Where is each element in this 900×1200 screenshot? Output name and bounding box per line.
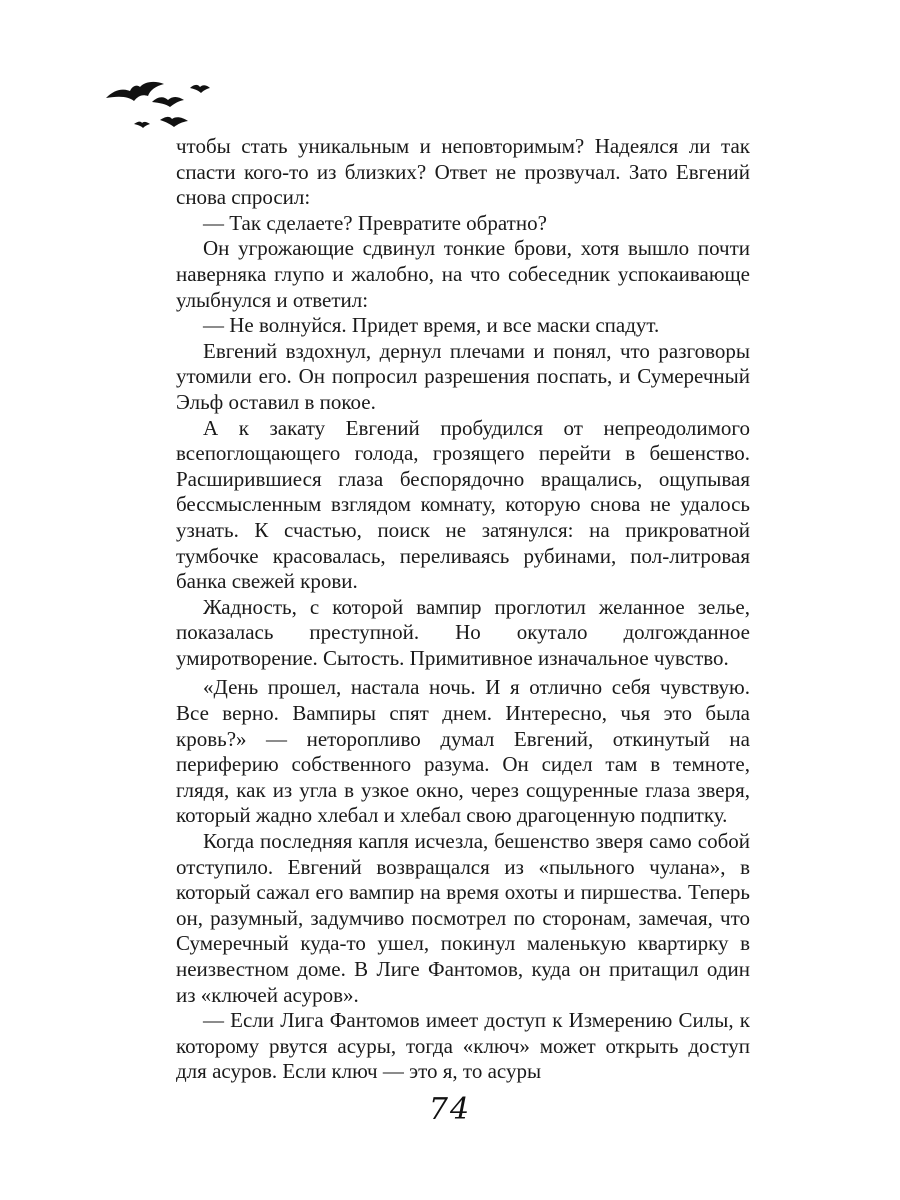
paragraph: чтобы стать уникальным и неповторимым? Надеялся ли так спасти кого-то из близких? Ответ не прозвучал. Зато Евгений снова спросил: (176, 134, 750, 210)
paragraph: Когда последняя капля исчезла, бешенство зверя само собой отступило. Евгений возвращался из «пыльного чулана», в который сажал его вампир на время охоты и пиршества. Теперь он, разумный, задумчиво посмотрел по сторонам, замечая, что Сумеречный куда-то ушел, покинул маленькую квартирку в неизвестном доме. В Лиге Фантомов, куда он притащил один из «ключей асуров». (176, 829, 750, 1007)
paragraph: А к закату Евгений пробудился от непреодолимого всепоглощающего голода, грозящего перейти в бешенство. Расширившиеся глаза беспорядочно вращались, ощупывая бессмысленным взглядом комнату, которую снова не удалось узнать. К счастью, поиск не затянулся: на прикроватной тумбочке красовалась, переливаясь рубинами, пол-литровая банка свежей крови. (176, 415, 750, 594)
paragraph: Он угрожающие сдвинул тонкие брови, хотя вышло почти наверняка глупо и жалобно, на что собеседник успокаивающе улыбнулся и ответил: (176, 236, 750, 312)
paragraph: — Так сделаете? Превратите обратно? (203, 210, 547, 235)
page-number: 74 (428, 1092, 472, 1127)
paragraph: «День прошел, настала ночь. И я отлично себя чувствую. Все верно. Вампиры спят днем. Интересно, чья это была кровь?» — неторопливо думал Евгений, откинутый на периферию собственного разума. Он сидел там в темноте, глядя, как из угла в узкое окно, через сощуренные глаза зверя, который жадно хлебал и хлебал свою драгоценную подпитку. (176, 675, 750, 828)
bats-ornament-icon (104, 74, 216, 136)
paragraph: Евгений вздохнул, дернул плечами и понял, что разговоры утомили его. Он попросил разрешения поспать, и Сумеречный Эльф оставил в покое. (176, 338, 750, 414)
paragraph: — Если Лига Фантомов имеет доступ к Измерению Силы, к которому рвутся асуры, тогда «ключ» может открыть доступ для асуров. Если ключ — это я, то асуры (176, 1008, 750, 1084)
paragraph: — Не волнуйся. Придет время, и все маски спадут. (203, 313, 660, 338)
body-text (176, 134, 750, 1085)
paragraph: Жадность, с которой вампир проглотил желанное зелье, показалась преступной. Но окутало долгожданное умиротворение. Сытость. Примитивное изначальное чувство. (176, 594, 750, 670)
